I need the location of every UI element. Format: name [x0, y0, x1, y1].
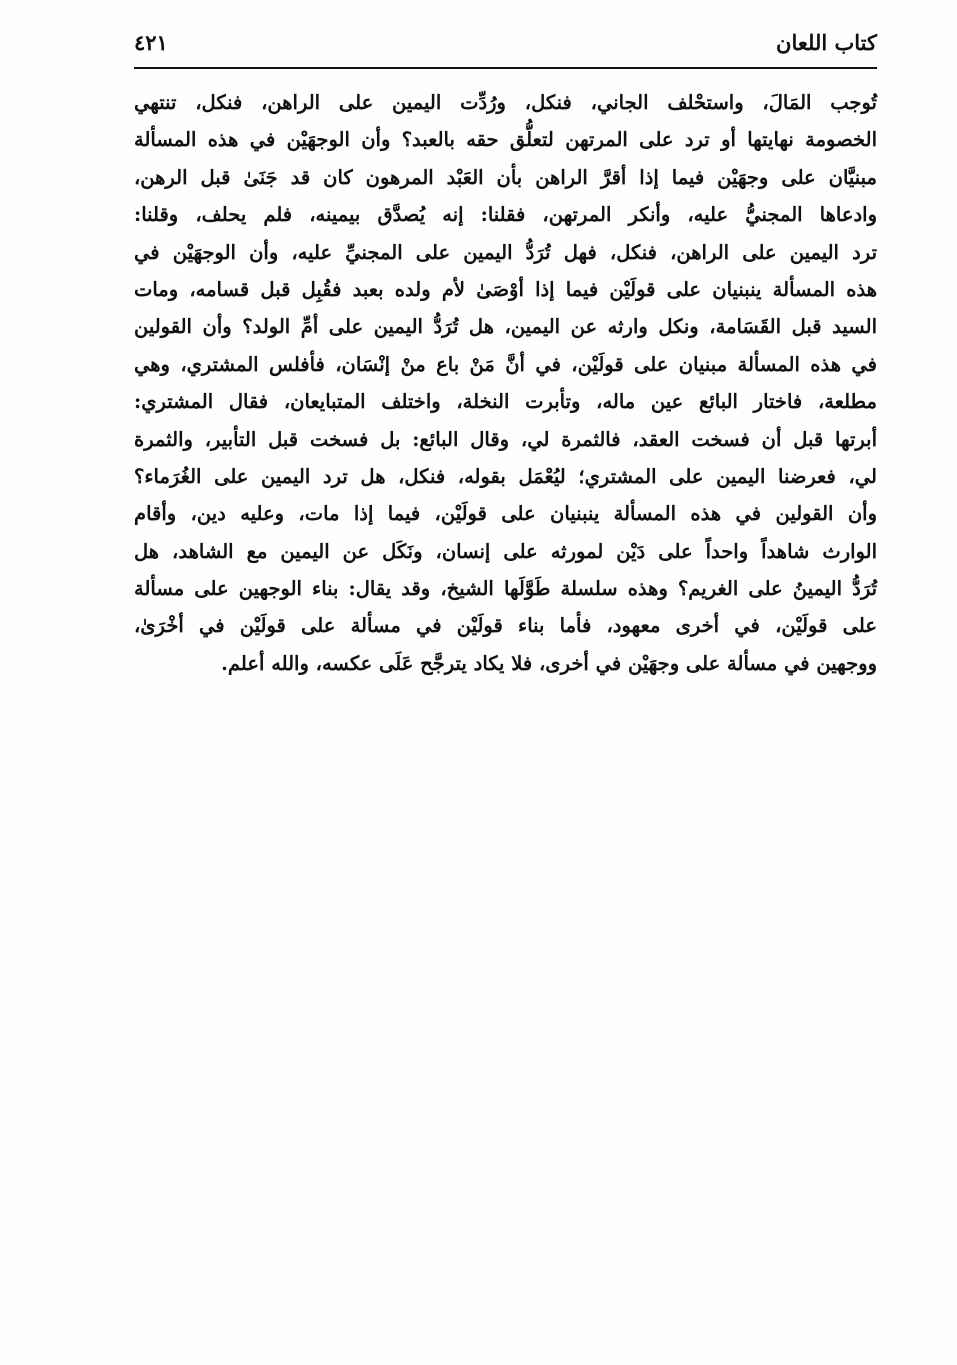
text-line: مبنيَّان على وجهَيْن فيما إذا أقرَّ الراهن بأن العَبْد المرهون كان قد جَنَىٰ قبل الرهن، — [134, 165, 877, 189]
text-line: على قولَيْن، في أخرى معهود، فأما بناء قولَيْن في مسألة على قولَيْن في أخْرَىٰ، — [134, 614, 877, 638]
text-line: الخصومة نهايتها أو ترد على المرتهن لتعلُّق حقه بالعبد؟ وأن الوجهَيْن في هذه المسألة — [134, 128, 877, 152]
page-header — [134, 22, 877, 66]
text-line: وادعاها المجنيُّ عليه، وأنكر المرتهن، فقلنا: إنه يُصدَّق بيمينه، فلم يحلف، وقلنا: — [134, 203, 877, 227]
text-line: تُوجب المَالَ، واستحْلف الجاني، فنكل، ورُدِّت اليمين على الراهن، فنكل، تنتهي — [134, 91, 877, 114]
text-line: ترد اليمين على الراهن، فنكل، فهل تُرَدُّ اليمين على المجنيِّ عليه، وأن الوجهَيْن في — [134, 240, 877, 264]
text-line: لي، فعرضنا اليمين على المشتري؛ ليُعْمَل بقوله، فنكل، هل ترد اليمين على الغُرَماء؟ — [134, 464, 877, 488]
text-line: مطلعة، فاختار البائع عين ماله، وتأبرت النخلة، واختلف المتبايعان، فقال المشتري: — [134, 390, 877, 414]
text-line: هذه المسألة ينبنيان على قولَيْن فيما إذا أوْصَىٰ لأم ولده بعبد فقُبِل قبل قسامه، ومات — [134, 277, 877, 301]
page-number: ٤٢١ — [134, 30, 168, 55]
running-title: كتاب اللعان — [776, 30, 877, 55]
body-text — [134, 84, 877, 682]
text-line: ووجهين في مسألة على وجهَيْن في أخرى، فلا يكاد يترجَّح عَلَى عكسه، والله أعلم. — [221, 651, 877, 675]
text-line: أبرتها قبل أن فسخت العقد، فالثمرة لي، وقال البائع: بل فسخت قبل التأبير، والثمرة — [134, 427, 877, 451]
text-line: الوارث شاهداً واحداً على دَيْن لمورثه على إنسان، ونَكَل عن اليمين مع الشاهد، هل — [134, 539, 877, 563]
text-line: وأن القولين في هذه المسألة ينبنيان على قولَيْن، فيما إذا مات، وعليه دين، وأقام — [134, 502, 877, 526]
header-rule — [134, 67, 877, 69]
text-line: السيد قبل القَسَامة، ونكل وارثه عن اليمين، هل تُرَدُّ اليمين على أمِّ الولد؟ وأن القولين — [134, 315, 877, 339]
text-line: تُرَدُّ اليمينُ على الغريم؟ وهذه سلسلة طَوَّلَها الشيخ، وقد يقال: بناء الوجهين على مسألة — [134, 577, 877, 601]
text-line: في هذه المسألة مبنيان على قولَيْن، في أنَّ مَنْ باع منْ إنْسَان، فأفلس المشتري، وهي — [134, 352, 877, 376]
